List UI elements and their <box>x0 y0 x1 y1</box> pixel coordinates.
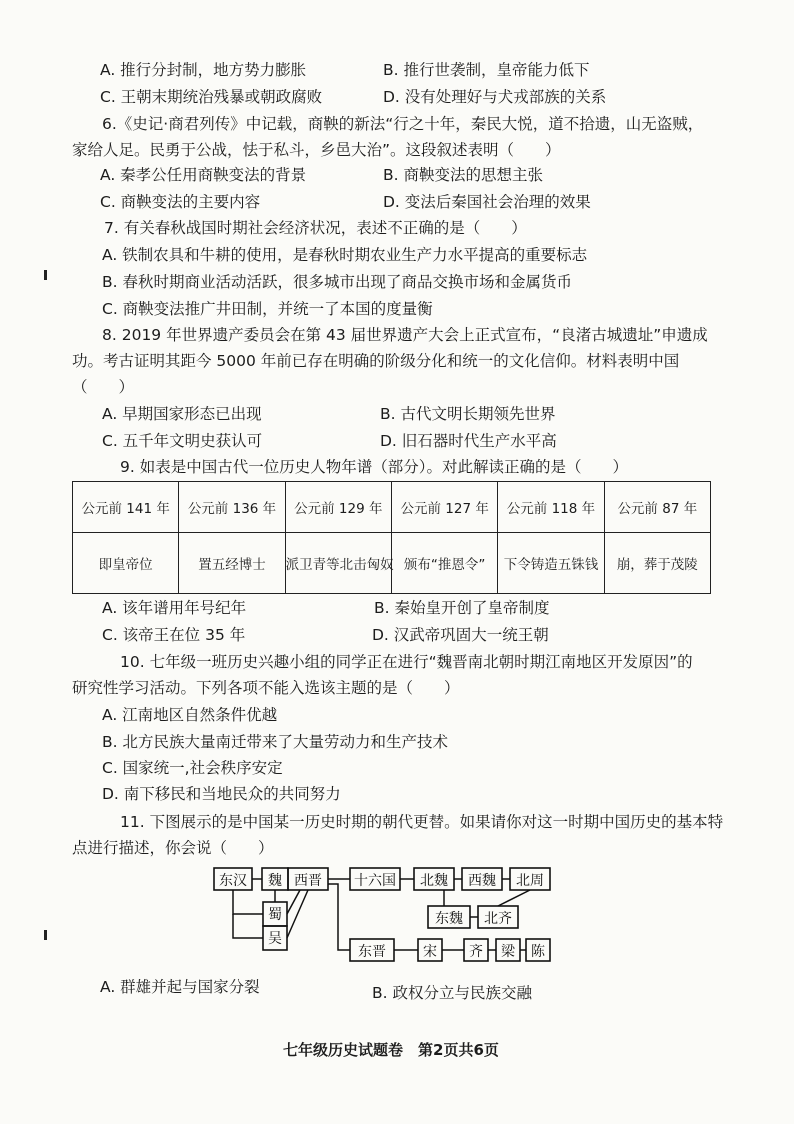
label-xijin: 西晋 <box>294 873 322 889</box>
year-cell: 公元前 87 年 <box>604 482 710 533</box>
label-dongwei: 东魏 <box>435 911 463 927</box>
label-shiliuguo: 十六国 <box>354 873 396 889</box>
q6-option-a: A. 秦孝公任用商鞅变法的背景 <box>100 166 307 184</box>
conn-shu-xijin <box>287 890 300 914</box>
q6-stem-line2: 家给人足。民勇于公战，怯于私斗，乡邑大治”。这段叙述表明（ ） <box>72 141 561 159</box>
year-cell: 公元前 129 年 <box>285 482 391 533</box>
q11-stem-line1: 11. 下图展示的是中国某一历史时期的朝代更替。如果请你对这一时期中国历史的基本特 <box>120 813 724 831</box>
q9-stem: 9. 如表是中国古代一位历史人物年谱（部分）。对此解读正确的是（ ） <box>120 458 628 476</box>
q6-option-b: B. 商鞅变法的思想主张 <box>383 166 543 184</box>
scan-mark <box>44 270 47 280</box>
label-beiwei: 北魏 <box>420 873 448 889</box>
event-cell: 颁布“推恩令” <box>391 533 497 594</box>
q11-stem-line2: 点进行描述，你会说（ ） <box>72 839 274 857</box>
chronology-years-row <box>73 482 711 533</box>
label-beiqi: 北齐 <box>484 911 512 927</box>
label-qi: 齐 <box>469 944 483 960</box>
dynasty-succession-diagram <box>212 862 552 972</box>
scan-mark <box>44 930 47 940</box>
q8-option-c: C. 五千年文明史获认可 <box>102 432 263 450</box>
page-footer: 七年级历史试题卷 第2页共6页 <box>283 1041 499 1059</box>
event-cell: 崩，葬于茂陵 <box>604 533 710 594</box>
q9-option-d: D. 汉武帝巩固大一统王朝 <box>372 626 549 644</box>
q8-stem-line2: 功。考古证明其距今 5000 年前已存在明确的阶级分化和统一的文化信仰。材料表明中国 <box>72 352 680 370</box>
q6-option-c: C. 商鞅变法的主要内容 <box>100 193 261 211</box>
label-song: 宋 <box>423 944 437 960</box>
q9-option-a: A. 该年谱用年号纪年 <box>102 599 247 617</box>
q11-option-a: A. 群雄并起与国家分裂 <box>100 978 260 996</box>
q8-stem-line1: 8. 2019 年世界遗产委员会在第 43 届世界遗产大会上正式宣布，“良渚古城遗址”申遗成 <box>102 326 708 344</box>
q7-option-b: B. 春秋时期商业活动活跃，很多城市出现了商品交换市场和金属货币 <box>102 273 572 291</box>
year-cell: 公元前 141 年 <box>73 482 179 533</box>
label-dongjin: 东晋 <box>358 944 386 960</box>
event-cell: 派卫青等北击匈奴 <box>285 533 391 594</box>
q8-answer-blank: （ ） <box>72 378 135 396</box>
label-shu: 蜀 <box>268 907 282 923</box>
q6-option-d: D. 变法后秦国社会治理的效果 <box>383 193 591 211</box>
chronology-events-row <box>73 533 711 594</box>
conn-beiqi-beizhou <box>498 890 530 906</box>
q11-option-b: B. 政权分立与民族交融 <box>372 984 532 1002</box>
label-chen: 陈 <box>531 944 545 960</box>
conn-wu-xijin <box>287 890 308 938</box>
q9-option-c: C. 该帝王在位 35 年 <box>102 626 246 644</box>
q10-option-a: A. 江南地区自然条件优越 <box>102 706 278 724</box>
year-cell: 公元前 136 年 <box>179 482 285 533</box>
q10-option-d: D. 南下移民和当地民众的共同努力 <box>102 785 341 803</box>
q7-stem: 7. 有关春秋战国时期社会经济状况，表述不正确的是（ ） <box>104 219 527 237</box>
q8-option-a: A. 早期国家形态已出现 <box>102 405 262 423</box>
q7-option-c: C. 商鞅变法推广井田制，并统一了本国的度量衡 <box>102 300 433 318</box>
q10-option-c: C. 国家统一,社会秩序安定 <box>102 759 283 777</box>
q10-stem-line2: 研究性学习活动。下列各项不能入选该主题的是（ ） <box>72 679 460 697</box>
event-cell: 即皇帝位 <box>73 533 179 594</box>
conn-donghan-shu <box>233 890 263 914</box>
event-cell: 下令铸造五铢钱 <box>498 533 604 594</box>
label-wu: 吴 <box>268 931 282 947</box>
q5-option-b: B. 推行世袭制，皇帝能力低下 <box>383 61 590 79</box>
year-cell: 公元前 127 年 <box>391 482 497 533</box>
conn-donghan-wu <box>233 914 263 938</box>
chronology-table <box>72 481 711 594</box>
q10-stem-line1: 10. 七年级一班历史兴趣小组的同学正在进行“魏晋南北朝时期江南地区开发原因”的 <box>120 653 693 671</box>
q10-option-b: B. 北方民族大量南迁带来了大量劳动力和生产技术 <box>102 733 448 751</box>
label-xiwei: 西魏 <box>468 873 496 889</box>
q8-option-d: D. 旧石器时代生产水平高 <box>380 432 557 450</box>
q8-option-b: B. 古代文明长期领先世界 <box>380 405 556 423</box>
label-donghan: 东汉 <box>219 873 247 889</box>
q9-option-b: B. 秦始皇开创了皇帝制度 <box>374 599 550 617</box>
q5-option-c: C. 王朝末期统治残暴或朝政腐败 <box>100 88 323 106</box>
event-cell: 置五经博士 <box>179 533 285 594</box>
label-beizhou: 北周 <box>516 873 544 889</box>
q6-stem-line1: 6.《史记·商君列传》中记载，商鞅的新法“行之十年，秦民大悦，道不拾遗，山无盗贼， <box>102 115 704 133</box>
label-wei: 魏 <box>268 873 282 889</box>
q7-option-a: A. 铁制农具和牛耕的使用，是春秋时期农业生产力水平提高的重要标志 <box>102 246 588 264</box>
year-cell: 公元前 118 年 <box>498 482 604 533</box>
q5-option-d: D. 没有处理好与犬戎部族的关系 <box>383 88 607 106</box>
label-liang: 梁 <box>501 944 515 960</box>
q5-option-a: A. 推行分封制，地方势力膨胀 <box>100 61 307 79</box>
conn-xijin-dongjin <box>328 884 350 950</box>
